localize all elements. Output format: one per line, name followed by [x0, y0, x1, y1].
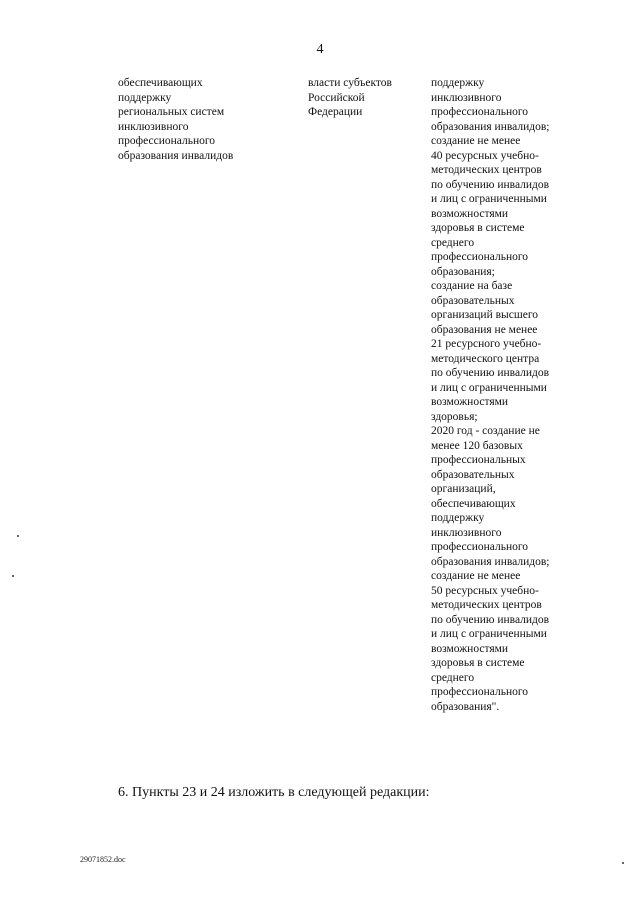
table-cell-line: региональных систем	[118, 106, 225, 118]
table-cell-line: инклюзивного	[431, 91, 502, 104]
margin-mark-left-1	[17, 535, 19, 537]
table-cell-line: и лиц с ограниченными	[431, 628, 547, 640]
table-cell-line: поддержку	[118, 91, 172, 104]
table-cell-line: поддержку	[431, 77, 485, 89]
table-cell-line: профессионального	[118, 135, 216, 147]
table-cell-line: здоровья в системе	[431, 657, 525, 669]
page-number: 4	[316, 42, 324, 57]
table-cell-line: организаций высшего	[431, 309, 539, 321]
table-cell-line: создание не менее	[431, 570, 521, 582]
table-cell-line: по обучению инвалидов	[431, 613, 550, 626]
table-column-2	[308, 76, 418, 120]
table-cell-line: возможностями	[431, 396, 509, 408]
table-cell-line: обеспечивающих	[431, 497, 516, 510]
table-cell-line: 2020 год - создание не	[431, 425, 540, 437]
margin-mark-left-2	[12, 575, 14, 577]
table-cell-line: среднего	[431, 671, 475, 684]
amendment-item-text: 6. Пункты 23 и 24 изложить в следующей редакции:	[118, 785, 430, 800]
table-cell-line: власти субъектов	[308, 77, 392, 89]
footer-document-code: 29071852.doc	[80, 855, 126, 864]
table-cell-line: создание на базе	[431, 280, 513, 292]
table-cell-line: профессионального	[431, 106, 529, 118]
table-cell-line: 21 ресурсного учебно-	[431, 338, 542, 350]
table-column-3	[431, 76, 591, 714]
table-cell-line: образования;	[431, 265, 495, 278]
table-cell-line: образовательных	[431, 294, 515, 307]
table-cell-line: 40 ресурсных учебно-	[431, 149, 539, 162]
table-column-1	[118, 76, 293, 163]
table-cell-line: образования инвалидов;	[431, 555, 550, 568]
table-cell-line: профессиональных	[431, 454, 526, 466]
table-cell-line: профессионального	[431, 686, 529, 698]
table-cell-line: образования инвалидов;	[431, 120, 550, 133]
table-cell-line: образовательных	[431, 468, 515, 481]
table-cell-line: инклюзивного	[118, 120, 189, 133]
table-cell-line: инклюзивного	[431, 526, 502, 539]
table-cell-line: здоровья;	[431, 410, 478, 423]
table-cell-line: обеспечивающих	[118, 77, 203, 89]
table-cell-line: и лиц с ограниченными	[431, 193, 547, 205]
table-cell-line: методических центров	[431, 599, 542, 611]
table-cell-line: Российской	[308, 91, 365, 104]
table-cell-line: 50 ресурсных учебно-	[431, 584, 539, 597]
table-cell-line: образования не менее	[431, 323, 538, 336]
table-cell-line: по обучению инвалидов	[431, 367, 550, 379]
table-cell-line: Федерации	[308, 106, 363, 118]
table-cell-line: возможностями	[431, 207, 509, 220]
table-cell-line: менее 120 базовых	[431, 439, 523, 452]
table-cell-line: методического центра	[431, 352, 540, 365]
table-cell-line: по обучению инвалидов	[431, 178, 550, 191]
table-cell-line: образования".	[431, 700, 500, 713]
table-cell-line: поддержку	[431, 512, 485, 524]
table-cell-line: профессионального	[431, 541, 529, 553]
table-cell-line: организаций,	[431, 483, 496, 495]
table-cell-line: профессионального	[431, 251, 529, 263]
table-cell-line: среднего	[431, 236, 475, 249]
table-cell-line: возможностями	[431, 642, 509, 655]
table-cell-line: создание не менее	[431, 135, 521, 147]
margin-mark-right-1	[622, 862, 624, 864]
table-cell-line: образования инвалидов	[118, 149, 234, 162]
table-cell-line: методических центров	[431, 164, 542, 176]
table-cell-line: и лиц с ограниченными	[431, 381, 547, 394]
table-cell-line: здоровья в системе	[431, 222, 525, 234]
